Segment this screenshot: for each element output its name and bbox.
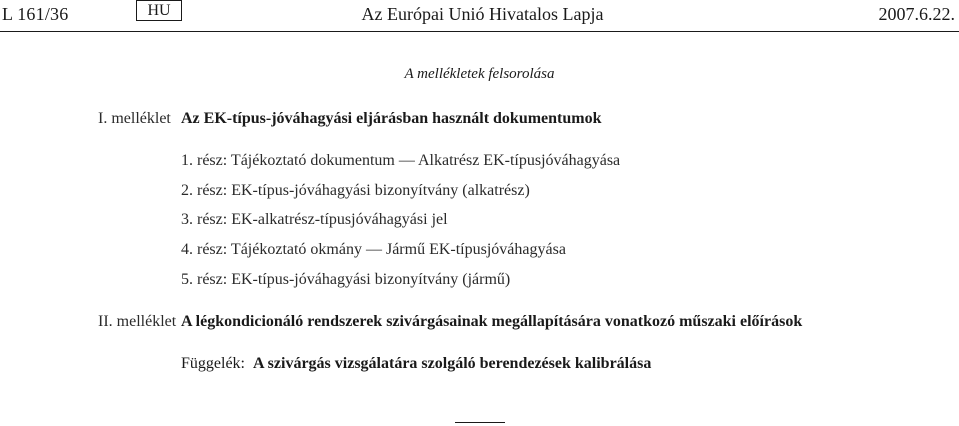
annex-list-title: A mellékletek felsorolása — [404, 66, 555, 82]
annex-1-part-5: 5. rész: EK-típus-jóváhagyási bizonyítvány (jármű) — [181, 271, 511, 288]
annex-1-label: I. melléklet — [98, 110, 171, 127]
page-reference: L 161/36 — [2, 4, 69, 24]
appendix-label: Függelék: — [181, 355, 245, 372]
annex-1-part-4: 4. rész: Tájékoztató okmány — Jármű EK-típusjóváhagyása — [181, 241, 566, 258]
header-rule — [0, 31, 959, 32]
language-badge: HU — [136, 0, 182, 21]
journal-title-text: Az Európai Unió Hivatalos Lapja — [361, 4, 604, 24]
annex-1-title: Az EK-típus-jóváhagyási eljárásban használt dokumentumok — [181, 110, 602, 127]
publication-date: 2007.6.22. — [878, 4, 955, 24]
annex-2-label: II. melléklet — [98, 313, 177, 330]
annex-1-part-3: 3. rész: EK-alkatrész-típusjóváhagyási jel — [181, 211, 448, 228]
page-header — [0, 0, 959, 34]
annex-1-part-2: 2. rész: EK-típus-jóváhagyási bizonyítvány (alkatrész) — [181, 182, 530, 199]
annex-2-appendix — [181, 355, 651, 373]
annex-1-part-1: 1. rész: Tájékoztató dokumentum — Alkatrész EK-típusjóváhagyása — [181, 152, 621, 169]
end-rule — [455, 422, 505, 423]
appendix-title: A szivárgás vizsgálatára szolgáló berendezések kalibrálása — [253, 355, 652, 372]
journal-title — [0, 4, 959, 25]
annex-2-title: A légkondicionáló rendszerek szivárgásainak megállapítására vonatkozó műszaki előírások — [181, 313, 803, 330]
